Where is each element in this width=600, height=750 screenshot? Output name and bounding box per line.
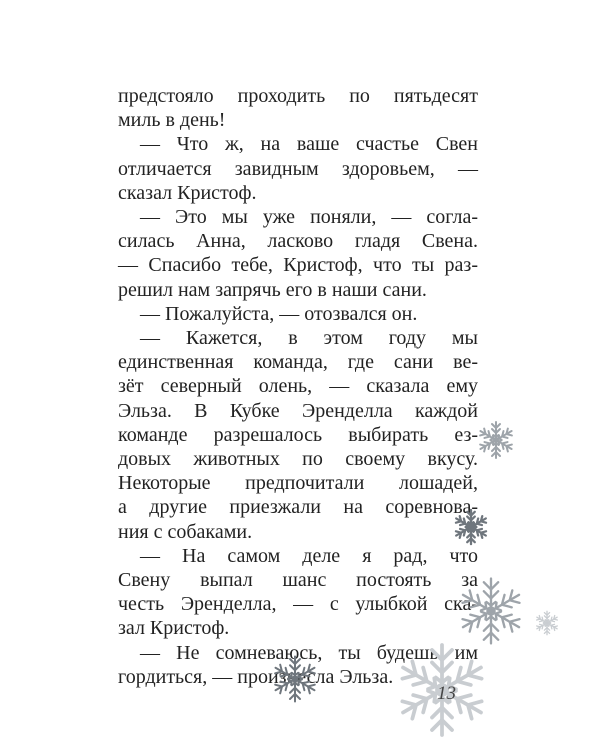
paragraph-5 [118,326,478,544]
text-line: честь Эренделла, — с улыбкой ска- [118,593,478,616]
text-line: — Не сомневаюсь, ты будешь им [140,641,478,664]
paragraph-1 [118,84,478,132]
text-line: предстояло проходить по пятьдесят [118,85,478,107]
text-line: довых животных по своему вкусу. [118,448,478,471]
text-line: а другие приезжали на соревнова- [118,496,478,519]
text-line: ния с собаками. [118,520,253,543]
text-line: сказал Кристоф. [118,181,257,204]
snowflake-icon [452,508,490,546]
text-line: единственная команда, где сани ве- [118,351,478,374]
paragraph-6 [118,544,478,641]
text-line: силась Анна, ласково гладя Свена. [118,230,478,253]
paragraph-2 [118,132,478,205]
text-line: отличается завидным здоровьем, — [118,157,478,180]
text-line: решил нам запрячь его в наши сани. [118,278,427,301]
text-line: — Кажется, в этом году мы [140,327,478,350]
text-line: — На самом деле я рад, что [140,544,478,567]
text-line: зал Кристоф. [118,617,230,640]
text-line: — Что ж, на ваше счастье Свен [140,133,478,156]
text-line: команде разрешалось выбирать ез- [118,423,478,446]
paragraph-4 [118,302,478,326]
text-line: зёт северный олень, — сказала ему [118,375,478,398]
snowflake-icon [270,654,320,704]
text-line: гордиться, — произнесла Эльза. [118,665,394,688]
text-line: — Спасибо тебе, Кристоф, что ты раз- [118,254,478,277]
page-text [118,84,478,689]
text-line: Эльза. В Кубке Эренделла каждой [118,399,478,422]
snowflake-icon [476,420,516,460]
text-line: миль в день! [118,109,226,132]
snowflake-icon [534,610,560,636]
text-line: — Это мы уже поняли, — согла- [140,206,478,229]
text-line: — Пожалуйста, — отозвался он. [140,302,418,325]
text-line: Свену выпал шанс постоять за [118,569,478,592]
text-line: Некоторые предпочитали лошадей, [118,472,478,495]
paragraph-3 [118,205,478,302]
snowflake-icon [455,575,527,647]
page-number: 13 [437,683,456,704]
